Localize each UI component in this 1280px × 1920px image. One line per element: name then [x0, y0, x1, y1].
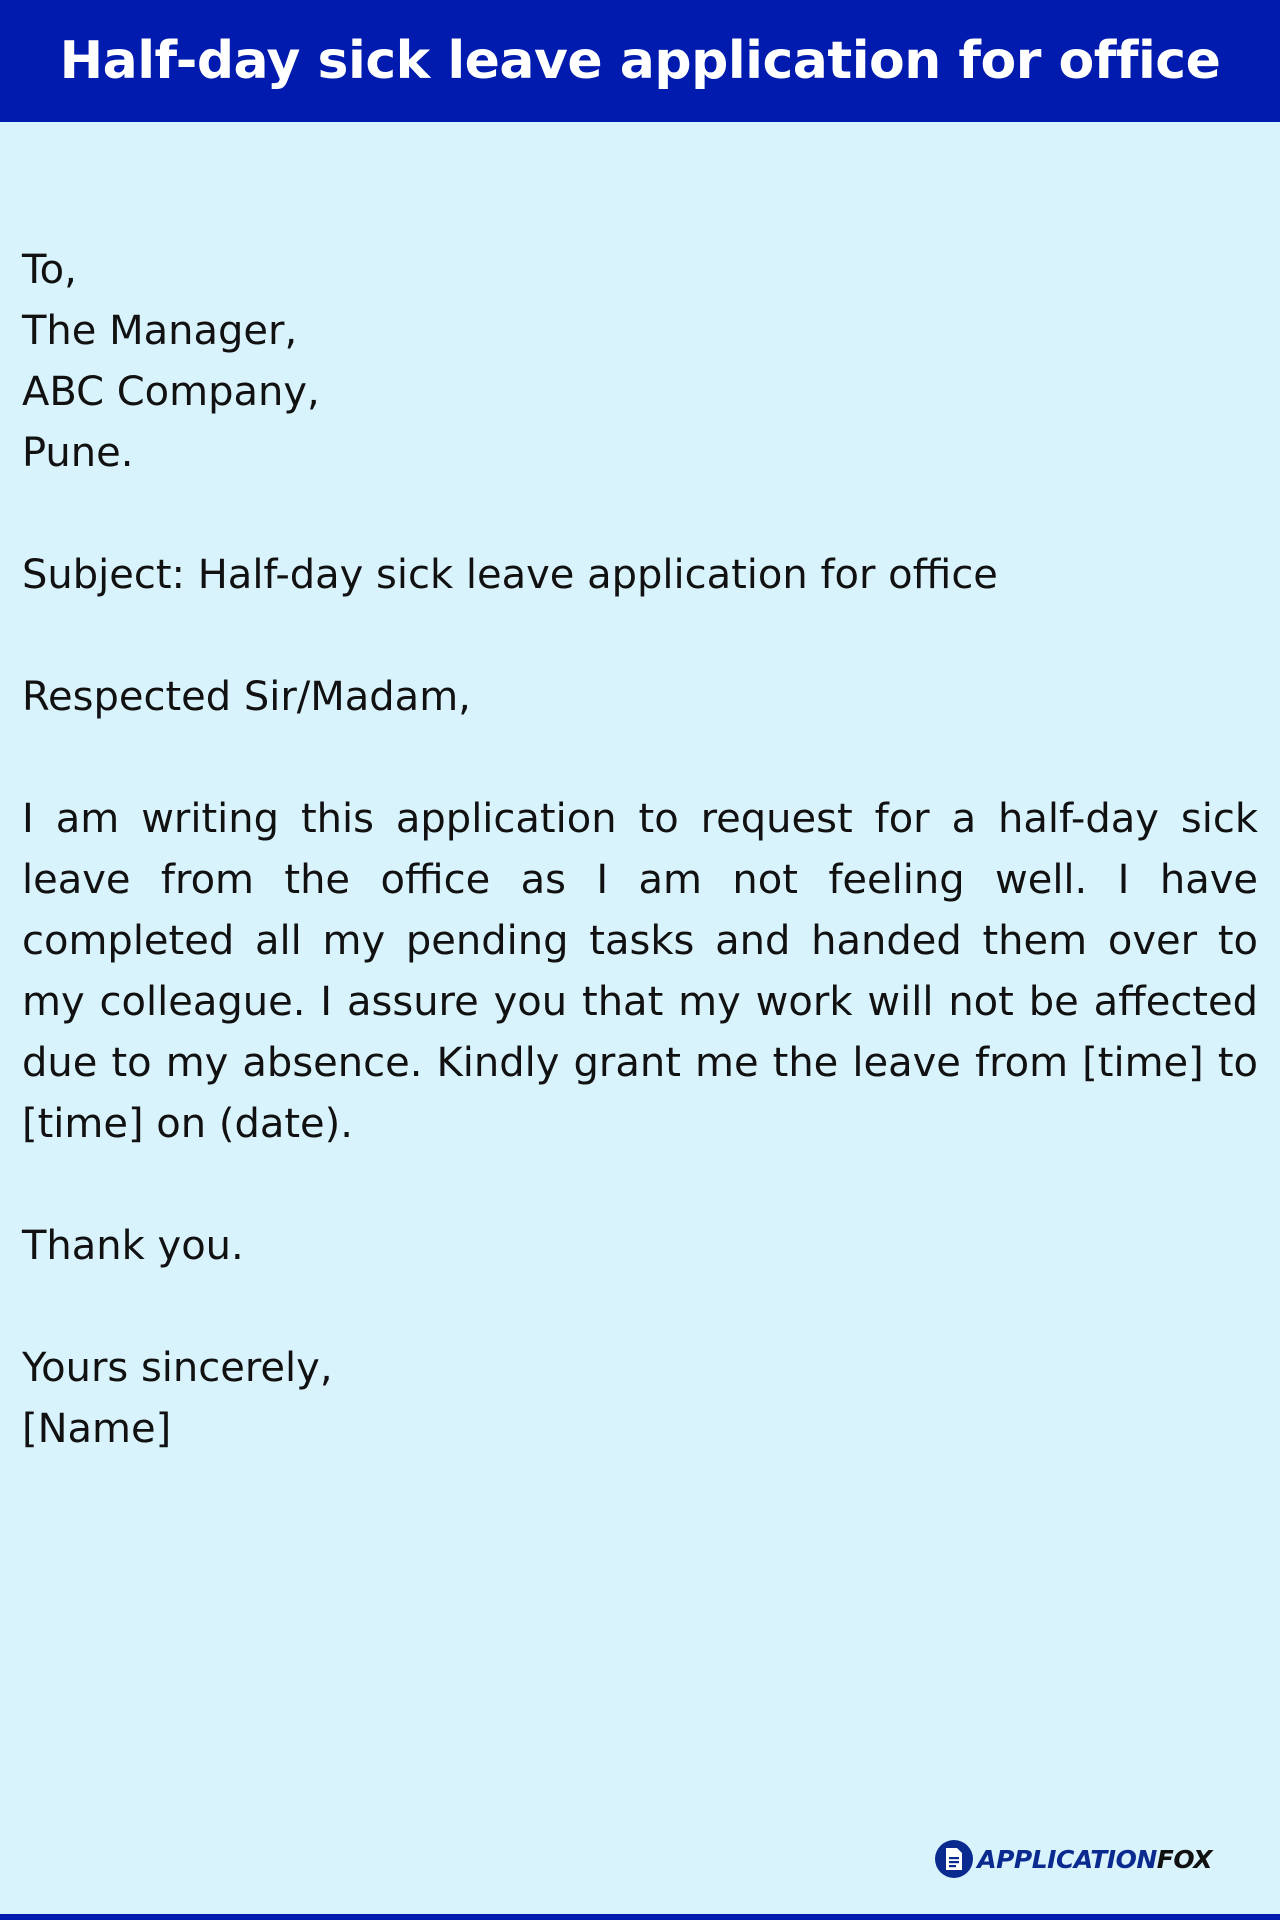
closing-line: Yours sincerely,: [22, 1345, 333, 1391]
address-line-recipient: The Manager,: [22, 308, 298, 354]
page-title: Half-day sick leave application for office: [59, 31, 1221, 91]
thanks-line: Thank you.: [22, 1223, 244, 1269]
address-line-city: Pune.: [22, 430, 134, 476]
address-line-to: To,: [22, 247, 77, 293]
signature-line: [Name]: [22, 1406, 172, 1452]
subject-line: Subject: Half-day sick leave application for office: [22, 552, 998, 598]
document-icon: [935, 1840, 973, 1878]
brand-logo: [935, 1840, 1212, 1878]
spacer: [22, 1277, 1258, 1338]
spacer: [22, 728, 1258, 789]
address-line-company: ABC Company,: [22, 369, 320, 415]
header-banner: [0, 0, 1280, 122]
letter-body: I am writing this application to request for a half-day sick leave from the office as I am not feeling well. I have completed all my pending tasks and handed them over to my colleague. I assure you that my work will not be affected due to my absence. Kindly grant me the leave from [time] to [time] on (date).: [22, 796, 1258, 1147]
brand-wordmark: [977, 1845, 1212, 1874]
spacer: [22, 1155, 1258, 1216]
bottom-border: [0, 1914, 1280, 1920]
spacer: [22, 484, 1258, 545]
salutation: Respected Sir/Madam,: [22, 674, 471, 720]
brand-wordmark-part1: APPLICATION: [977, 1844, 1157, 1874]
brand-wordmark-part2: FOX: [1156, 1844, 1212, 1874]
letter-content: [22, 240, 1258, 1460]
spacer: [22, 606, 1258, 667]
